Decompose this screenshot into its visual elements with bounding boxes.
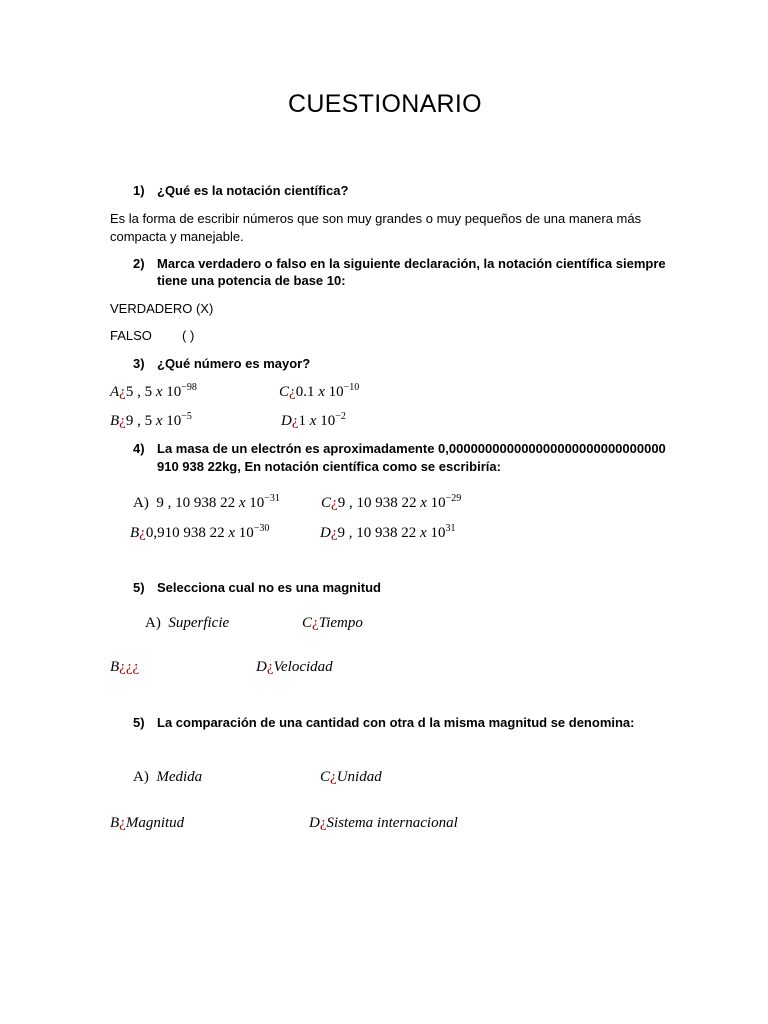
question-number: 1) bbox=[133, 183, 145, 198]
option-mark: ¿ bbox=[330, 769, 337, 785]
option-value: Sistema internacional bbox=[326, 815, 458, 831]
power-exponent: −10 bbox=[343, 382, 360, 393]
option-letter: D bbox=[320, 525, 331, 541]
option-letter: D bbox=[256, 659, 267, 675]
option-mark: ¿ bbox=[119, 815, 126, 831]
q4-option-c bbox=[321, 495, 461, 512]
times-symbol: x bbox=[309, 413, 317, 429]
q5-option-b bbox=[110, 659, 139, 676]
option-letter: D bbox=[309, 815, 320, 831]
question-3 bbox=[133, 356, 310, 371]
times-symbol: x bbox=[318, 384, 325, 400]
power-exponent: −2 bbox=[335, 411, 346, 422]
power-exponent: −30 bbox=[253, 523, 270, 534]
option-letter: A bbox=[110, 384, 120, 400]
power-base: 10 bbox=[320, 413, 336, 429]
option-letter: B bbox=[110, 413, 120, 429]
true-option: VERDADERO (X) bbox=[110, 301, 214, 316]
power-base: 10 bbox=[238, 525, 254, 541]
question-number: 5) bbox=[133, 715, 145, 730]
power-base: 10 bbox=[430, 495, 446, 511]
option-mark: ¿ bbox=[330, 525, 338, 541]
question-text: Selecciona cual no es una magnitud bbox=[157, 580, 381, 595]
q6-option-b bbox=[110, 815, 184, 832]
q3-option-d bbox=[281, 413, 346, 430]
question-number: 3) bbox=[133, 356, 145, 371]
option-value: 5 , 5 bbox=[125, 384, 153, 400]
option-label: A) bbox=[145, 615, 161, 631]
q6-option-d bbox=[309, 815, 458, 832]
option-mark: ¿ bbox=[119, 413, 126, 429]
option-letter: B bbox=[110, 659, 120, 675]
option-letter: C bbox=[279, 384, 290, 400]
option-value: 9 , 10 938 22 bbox=[156, 495, 236, 511]
option-mark: ¿ bbox=[291, 413, 299, 429]
option-letter: C bbox=[321, 495, 332, 511]
option-value: Unidad bbox=[336, 769, 382, 785]
option-letter: C bbox=[320, 769, 331, 785]
question-2-line1 bbox=[133, 256, 666, 271]
times-symbol: x bbox=[228, 525, 236, 541]
q4-option-a bbox=[133, 495, 280, 512]
option-letter: B bbox=[130, 525, 140, 541]
false-option-label: FALSO bbox=[110, 328, 152, 343]
times-symbol: x bbox=[238, 495, 246, 511]
option-mark: ¿ bbox=[312, 615, 319, 631]
option-value: 9 , 10 938 22 bbox=[337, 525, 417, 541]
q5-option-d bbox=[256, 659, 333, 676]
question-2-line2: tiene una potencia de base 10: bbox=[157, 273, 346, 288]
q4-option-b bbox=[130, 525, 269, 542]
power-exponent: 31 bbox=[445, 523, 456, 534]
option-mark: ¿ bbox=[119, 384, 126, 400]
option-value: Superficie bbox=[168, 615, 230, 631]
times-symbol: x bbox=[420, 525, 427, 541]
question-text: Marca verdadero o falso en la siguiente declaración, la notación científica siempre bbox=[157, 256, 666, 271]
question-1 bbox=[133, 183, 348, 198]
option-mark: ¿ bbox=[266, 659, 274, 675]
page-title: CUESTIONARIO bbox=[288, 90, 482, 118]
option-letter: C bbox=[302, 615, 313, 631]
question-text: ¿Qué número es mayor? bbox=[157, 356, 311, 371]
power-exponent: −5 bbox=[181, 411, 192, 422]
power-base: 10 bbox=[328, 384, 344, 400]
option-value: Tiempo bbox=[318, 615, 363, 631]
option-value: Medida bbox=[156, 769, 203, 785]
option-value: 0.1 bbox=[295, 384, 315, 400]
power-base: 10 bbox=[166, 384, 182, 400]
option-value: 9 , 10 938 22 bbox=[337, 495, 417, 511]
q5-option-a bbox=[145, 615, 229, 632]
option-mark: ¿ bbox=[139, 525, 146, 541]
option-value: 9 , 5 bbox=[125, 413, 153, 429]
power-exponent: −98 bbox=[181, 382, 197, 393]
option-letter: B bbox=[110, 815, 120, 831]
times-symbol: x bbox=[420, 495, 427, 511]
power-base: 10 bbox=[430, 525, 446, 541]
option-value: Velocidad bbox=[273, 659, 333, 675]
answer-1: Es la forma de escribir números que son muy grandes o muy pequeños de una manera más compacta y manejable. bbox=[110, 211, 642, 244]
q5-option-c bbox=[302, 615, 363, 632]
q3-option-c bbox=[279, 384, 359, 401]
question-5 bbox=[133, 580, 381, 595]
option-letter: D bbox=[281, 413, 292, 429]
q3-option-b bbox=[110, 413, 192, 430]
question-number: 2) bbox=[133, 256, 145, 271]
power-base: 10 bbox=[166, 413, 182, 429]
times-symbol: x bbox=[155, 413, 163, 429]
power-exponent: −31 bbox=[264, 493, 280, 504]
option-mark: ¿ bbox=[289, 384, 296, 400]
option-mark: ¿ bbox=[319, 815, 327, 831]
times-symbol: x bbox=[155, 384, 163, 400]
question-text: La comparación de una cantidad con otra d la misma magnitud se denomina: bbox=[157, 715, 635, 730]
option-value: 0,910 938 22 bbox=[145, 525, 225, 541]
power-exponent: −29 bbox=[445, 493, 462, 504]
q3-option-a bbox=[110, 384, 197, 401]
question-text: ¿Qué es la notación científica? bbox=[157, 183, 349, 198]
option-mark: ¿¿¿ bbox=[119, 659, 140, 675]
power-base: 10 bbox=[249, 495, 265, 511]
question-4-line1 bbox=[133, 441, 666, 456]
question-4-line2: 910 938 22kg, En notación científica como se escribiría: bbox=[157, 459, 501, 474]
q6-option-c bbox=[320, 769, 382, 786]
option-value: 1 bbox=[298, 413, 307, 429]
false-option-mark: ( ) bbox=[182, 328, 195, 343]
option-mark: ¿ bbox=[331, 495, 338, 511]
option-value: Magnitud bbox=[125, 815, 185, 831]
q6-option-a bbox=[133, 769, 202, 786]
option-label: A) bbox=[133, 769, 149, 785]
question-number: 4) bbox=[133, 441, 145, 456]
option-label: A) bbox=[133, 495, 149, 511]
question-text: La masa de un electrón es aproximadamente 0,000000000000000000000000000000 bbox=[157, 441, 666, 456]
q4-option-d bbox=[320, 525, 455, 542]
question-number: 5) bbox=[133, 580, 145, 595]
question-6 bbox=[133, 715, 634, 730]
